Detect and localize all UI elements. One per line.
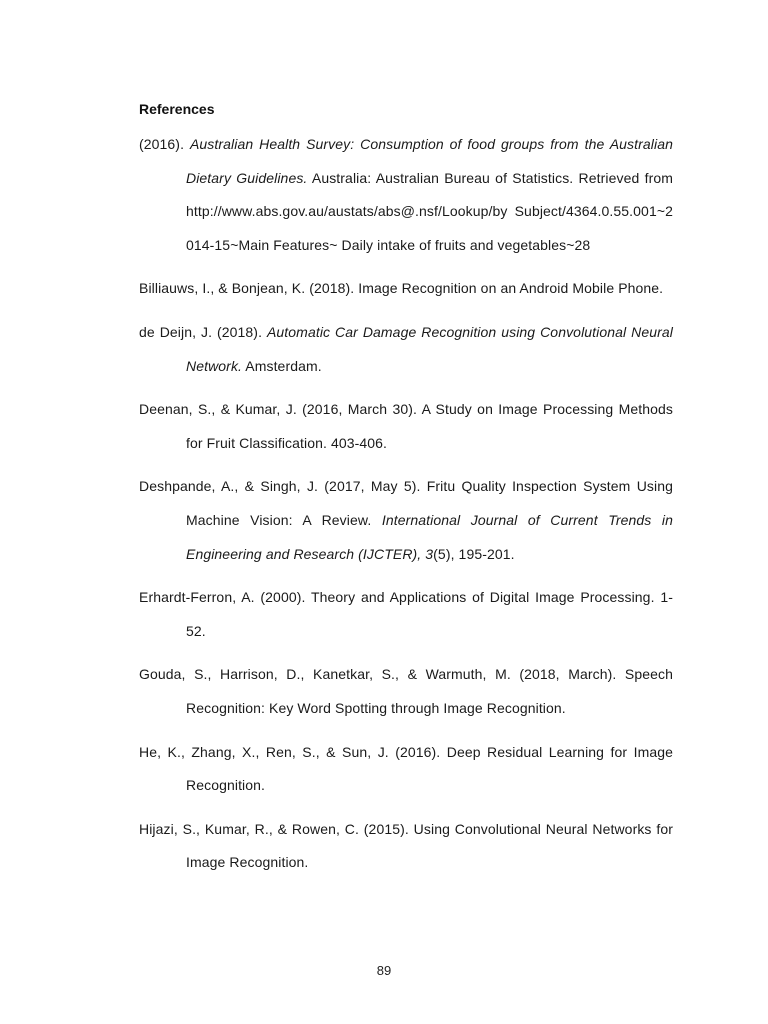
reference-text: Amsterdam.: [242, 357, 322, 374]
page-number: 89: [376, 963, 392, 978]
reference-text: (5), 195-201.: [433, 545, 515, 562]
reference-text: Australia: Australian Bureau of Statistics. Retrieved from http://www.abs.gov.au/austats/abs@.nsf/Lookup/by Subject/4364.0.55.001~2014-15~Main Features~ Daily intake of fruits and vegetables~28: [186, 169, 673, 253]
reference-text: Deenan, S., & Kumar, J. (2016, March 30). A Study on Image Processing Methods for Fruit Classification. 403-406.: [139, 401, 673, 451]
reference-text: Erhardt-Ferron, A. (2000). Theory and Applications of Digital Image Processing. 1-52.: [139, 589, 673, 639]
reference-entry: [139, 316, 673, 383]
reference-italic-title: Automatic Car Damage Recognition using Convolutional Neural Network.: [186, 323, 673, 374]
reference-entry: [139, 813, 673, 880]
reference-text: Hijazi, S., Kumar, R., & Rowen, C. (2015). Using Convolutional Neural Networks for Image Recognition.: [139, 820, 673, 871]
reference-entry: [139, 128, 673, 262]
references-heading: References: [139, 101, 215, 117]
reference-entry: [139, 393, 673, 460]
reference-list: [139, 128, 673, 890]
reference-entry: [139, 658, 673, 725]
reference-entry: [139, 581, 673, 648]
reference-text: He, K., Zhang, X., Ren, S., & Sun, J. (2016). Deep Residual Learning for Image Recognition.: [139, 743, 673, 794]
reference-entry: [139, 736, 673, 803]
reference-entry: [139, 272, 673, 306]
reference-italic-title: International Journal of Current Trends in Engineering and Research (IJCTER), 3: [186, 511, 673, 562]
reference-entry: [139, 470, 673, 571]
reference-text: Billiauws, I., & Bonjean, K. (2018). Image Recognition on an Android Mobile Phone.: [139, 280, 664, 297]
reference-text: Gouda, S., Harrison, D., Kanetkar, S., & Warmuth, M. (2018, March). Speech Recognition: Key Word Spotting through Image Recognition.: [139, 666, 673, 716]
reference-text: Deshpande, A., & Singh, J. (2017, May 5). Fritu Quality Inspection System Using Machine Vision: A Review.: [139, 478, 673, 528]
reference-italic-title: Australian Health Survey: Consumption of food groups from the Australian Dietary Guidelines.: [186, 136, 673, 186]
reference-text: de Deijn, J. (2018).: [139, 323, 267, 340]
reference-text: (2016).: [139, 136, 190, 152]
